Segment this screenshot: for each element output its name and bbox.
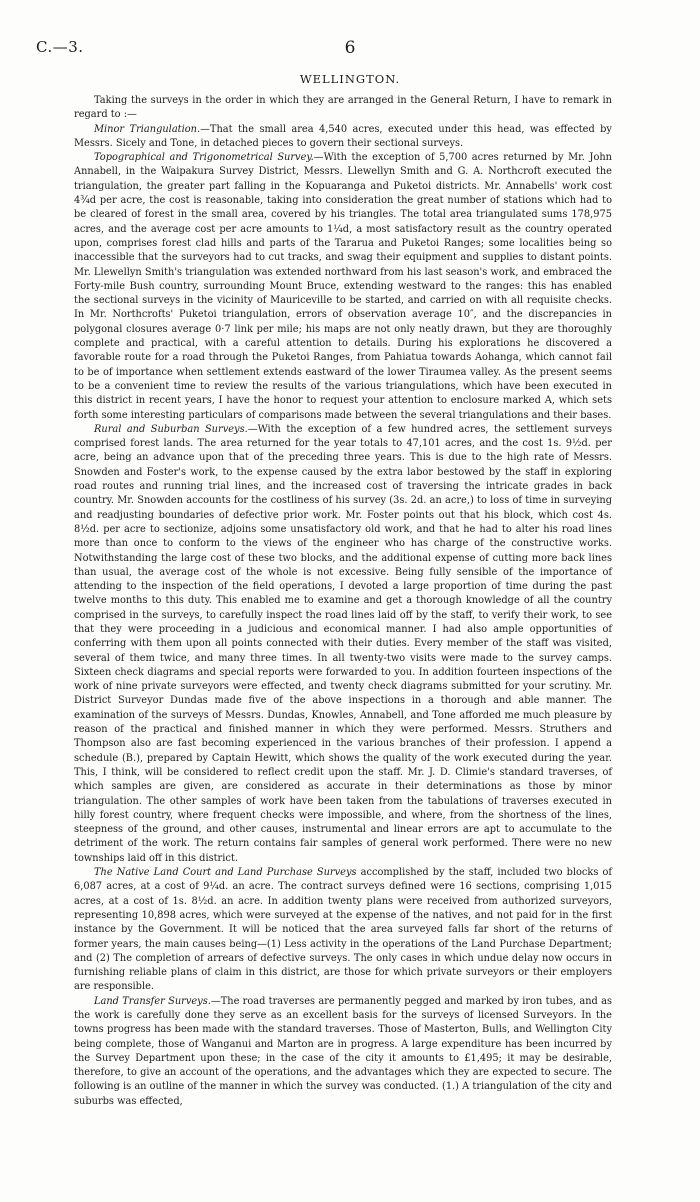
- paragraph-topographical-survey: [74, 151, 612, 423]
- paragraph-rural-suburban-surveys: [74, 423, 612, 866]
- section-title: WELLINGTON.: [299, 72, 401, 86]
- paragraph-native-land-court: [74, 866, 612, 995]
- paragraph-text: —With the exception of a few hundred acres, the settlement surveys comprised forest lands. The area returned for the year totals to 47,101 acres, and the cost 1s. 9½d. per acre, being an advance upon that of the preceding three years. This is due to the high rate of Messrs. Snowden and Foster's work, to the expense caused by the extra labor bestowed by the staff in exploring road routes and running trial lines, and the increased cost of traversing the intricate grades in back country. Mr. Snowden accounts for the costliness of his survey (3s. 2d. an acre,) to loss of time in surveying and readjusting boundaries of defective prior work. Mr. Foster points out that his block, which cost 4s. 8½d. per acre to sectionize, adjoins some unsatisfactory old work, and that he had to alter his road lines more than once to conform to the views of the engineer who has charge of the constructive works. Notwithstanding the large cost of these two blocks, and the additional expense of cutting more back lines than usual, the average cost of the whole is not excessive. Being fully sensible of the importance of attending to the inspection of the field operations, I devoted a large proportion of time during the past twelve months to this duty. This enabled me to examine and get a thorough knowledge of all the country comprised in the surveys, to carefully inspect the road lines laid off by the staff, to verify their work, to see that they were proceeding in a judicious and economical manner. I had also ample opportunities of conferring with them upon all points connected with their duties. Every member of the staff was visited, several of them twice, and many three times. In all twenty-two visits were made to the survey camps. Sixteen check diagrams and special reports were forwarded to you. In addition fourteen inspections of the work of nine private surveyors were effected, and twenty check diagrams submitted for your scrutiny. Mr. District Surveyor Dundas made five of the above inspections in a thorough and able manner. The examination of the surveys of Messrs. Dundas, Knowles, Annabell, and Tone afforded me much pleasure by reason of the practical and finished manner in which they were performed. Messrs. Struthers and Thompson also are fast becoming experienced in the various branches of their profession. I append a schedule (B.), prepared by Captain Hewitt, which shows the quality of the work executed during the year. This, I think, will be considered to reflect credit upon the staff. Mr. J. D. Climie's standard traverses, of which samples are given, are considered as accurate in their determinations as those by minor triangulation. The other samples of work have been taken from the tabulations of traverses executed in hilly forest country, where frequent checks were impossible, and where, from the shortness of the lines, steepness of the ground, and other causes, instrumental and linear errors are apt to accumulate to the detriment of the work. The return contains fair samples of general work performed. There were no new townships laid off in this district.: [74, 423, 612, 864]
- paragraph-heading: Rural and Suburban Surveys.: [94, 423, 248, 435]
- paragraph-heading: The Native Land Court and Land Purchase Surveys: [94, 867, 357, 879]
- paragraph-text: —With the exception of 5,700 acres returned by Mr. John Annabell, in the Waipakura Survey District, Messrs. Llewellyn Smith and G. A. Northcroft executed the triangulation, the greater part falling in the Kopuaranga and Puketoi districts. Mr. Annabells' work cost 4¾d per acre, the cost is reasonable, taking into consideration the great number of stations which had to be cleared of forest in the small area, covered by his triangles. The total area triangulated sums 178,975 acres, and the average cost per acre amounts to 1¼d, a most satisfactory result as the country operated upon, comprises forest clad hills and parts of the Tararua and Puketoi Ranges; some localities being so inaccessible that the surveyors had to cut tracks, and swag their equipment and supplies to distant points. Mr. Llewellyn Smith's triangulation was extended northward from his last season's work, and embraced the Forty-mile Bush country, surrounding Mount Bruce, extending westward to the ranges: this has enabled the sectional surveys in the vicinity of Mauriceville to be started, and carried on with all requisite checks. In Mr. Northcrofts' Puketoi triangulation, errors of observation average 10″, and the discrepancies in polygonal closures average 0·7 link per mile; his maps are not only neatly drawn, but they are thoroughly complete and practical, with a careful attention to details. During his explorations he discovered a favorable route for a road through the Puketoi Ranges, from Pahiatua towards Aohanga, which cannot fail to be of importance when settlement extends eastward of the lower Tiraumea valley. As the present seems to be a convenient time to review the results of the various triangulations, which have been executed in this district in recent years, I have the honor to request your attention to enclosure marked A, which sets forth some interesting particulars of comparisons made between the several triangulations and their bases.: [74, 152, 612, 421]
- paragraph-minor-triangulation: [74, 123, 612, 152]
- paragraph-heading: Land Transfer Surveys.: [94, 995, 211, 1007]
- paragraph-text: accomplished by the staff, included two blocks of 6,087 acres, at a cost of 9¼d. an acre. The contract surveys defined were 16 sections, comprising 1,015 acres, at a cost of 1s. 8½d. an acre. In addition twenty plans were received from authorized surveyors, representing 10,898 acres, which were surveyed at the expense of the natives, and not paid for in the first instance by the Government. It will be noticed that the area surveyed falls far short of the returns of former years, the main causes being—(1) Less activity in the operations of the Land Purchase Department; and (2) The completion of arrears of defective surveys. The only cases in which undue delay now occurs in furnishing reliable plans of claim in this district, are those for which private surveyors or their employers are responsible.: [74, 867, 612, 993]
- paragraph-heading: Topographical and Trigonometrical Survey.: [94, 152, 314, 164]
- page-header: [36, 38, 664, 62]
- paragraph-text: —The road traverses are permanently pegged and marked by iron tubes, and as the work is carefully done they serve as an excellent basis for the surveys of licensed Surveyors. In the towns progress has been made with the standard traverses. Those of Masterton, Bulls, and Wellington City being complete, those of Wanganui and Marton are in progress. A large expenditure has been incurred by the Survey Department upon these; in the case of the city it amounts to £1,495; it may be desirable, therefore, to give an account of the operations, and the advantages which they are expected to secure. The following is an outline of the manner in which the survey was conducted. (1.) A triangulation of the city and suburbs was effected,: [74, 995, 612, 1107]
- paragraph-heading: Minor Triangulation.: [94, 123, 201, 135]
- body-text: [74, 94, 612, 1109]
- document-reference: C.—3.: [36, 38, 84, 56]
- paragraph-land-transfer-surveys: [74, 995, 612, 1109]
- paragraph-text: —That the small area 4,540 acres, executed under this head, was effected by Messrs. Sicely and Tone, in detached pieces to govern their sectional surveys.: [74, 123, 612, 149]
- page-number: 6: [344, 38, 356, 58]
- intro-paragraph: Taking the surveys in the order in which they are arranged in the General Return, I have to remark in regard to :—: [74, 95, 612, 121]
